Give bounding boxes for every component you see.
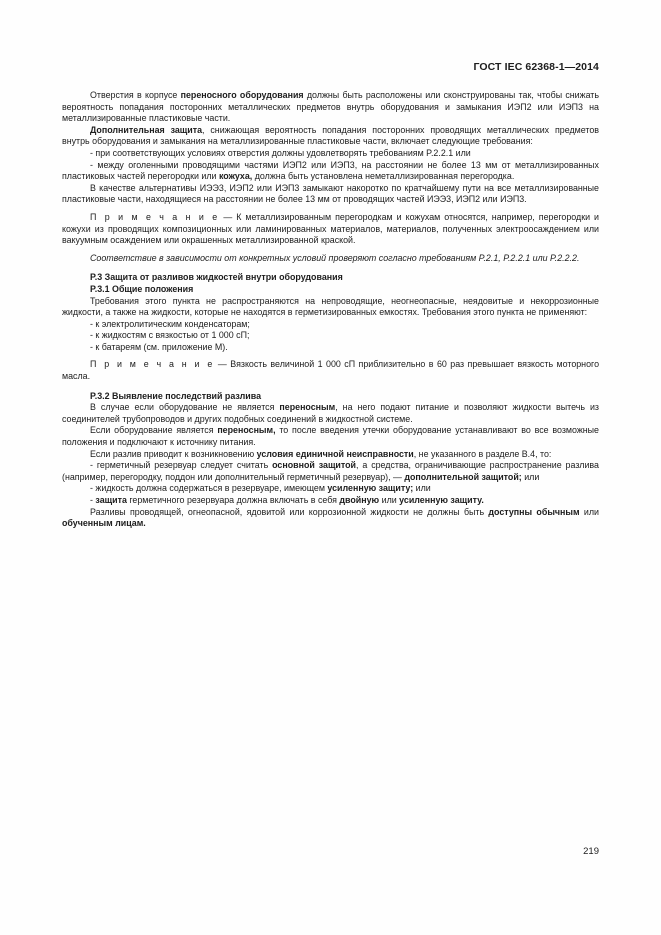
text-run: , снижающая вероятность попадания посторонних проводящих металлических предметов внутрь оборудования и замыкания на металлизированные пластиковые части, включает следующие требования: — [62, 124, 599, 147]
page-number: 219 — [583, 846, 599, 857]
paragraph-p6 — [62, 212, 599, 247]
text-run: Разливы проводящей, огнеопасной, ядовитой или коррозионной жидкости не должны быть — [90, 506, 489, 517]
text-run: Если оборудование является — [90, 425, 218, 436]
text-run: Требования этого пункта не распространяются на непроводящие, неогнеопасные, неядовитые и некоррозионные жидкости, а также на жидкости, которые не находятся в герметизированных емкостях. Требования этого пункта не применяют: — [62, 295, 599, 318]
text-run: переносным, — [217, 425, 276, 436]
paragraph-p22 — [62, 507, 599, 530]
paragraph-p13 — [62, 342, 599, 354]
paragraph-p14 — [62, 359, 599, 382]
standard-header: ГОСТ IEC 62368-1—2014 — [473, 61, 599, 73]
paragraph-p19 — [62, 460, 599, 483]
text-run: - жидкость должна содержаться в резервуаре, имеющем — [90, 483, 328, 494]
text-run: усиленную защиту; — [327, 483, 414, 494]
paragraph-p10 — [62, 296, 599, 319]
text-run: P.3 Защита от разливов жидкостей внутри оборудования — [90, 272, 343, 283]
text-run: , не указанного в разделе B.4, то: — [413, 448, 552, 459]
text-run: В качестве альтернативы ИЭЭ3, ИЭП2 или ИЭП3 замыкают накоротко по кратчайшему пути на все металлизированные пластиковые части, находящиеся на расстоянии не более 13 мм от проводящих частей ИЭЭ3, ИЭП2 или ИЭП3. — [62, 182, 599, 205]
paragraph-p17 — [62, 425, 599, 448]
paragraph-p3 — [62, 148, 599, 160]
paragraph-p8 — [62, 272, 599, 284]
text-run: или — [579, 506, 599, 517]
text-run: или — [413, 483, 431, 494]
note-heading: П р и м е ч а н и е — [90, 211, 220, 222]
text-run: переносного оборудования — [180, 90, 304, 100]
paragraph-p11 — [62, 319, 599, 331]
paragraph-p16 — [62, 402, 599, 425]
text-run: Соответствие в зависимости от конкретных условий проверяют согласно требованиям P.2.1, P.2.2.1 или P.2.2.2. — [90, 252, 580, 263]
text-run: должны быть расположены или сконструированы так, чтобы снижать вероятность попадания посторонних металлических предметов внутрь оборудования и замыкания ИЭП2 или ИЭП3 на металлизированные пластиковые части. — [62, 90, 599, 124]
text-run: Отверстия в корпусе — [90, 90, 181, 100]
text-run: - герметичный резервуар следует считать — [90, 460, 273, 471]
text-run: Если разлив приводит к возникновению — [90, 448, 257, 459]
text-run: доступны обычным — [488, 506, 580, 517]
note-heading: П р и м е ч а н и е — [90, 359, 215, 370]
text-run: дополнительной защитой; — [404, 471, 522, 482]
text-run: Дополнительная защита — [90, 124, 203, 135]
paragraph-p1 — [62, 90, 599, 125]
text-run: - к электролитическим конденсаторам; — [90, 318, 250, 329]
text-run: или — [379, 495, 400, 505]
text-run: то после введения утечки оборудование устанавливают во все возможные положения и подключают к источнику питания. — [62, 425, 599, 448]
text-run: основной защитой — [272, 460, 356, 471]
text-run: — Вязкость величиной 1 000 сП приблизительно в 60 раз превышает вязкость моторного масла. — [62, 359, 600, 382]
text-run: P.3.1 Общие положения — [90, 283, 194, 294]
text-run: переносным — [279, 402, 336, 413]
text-run: В случае если оборудование не является — [90, 402, 280, 413]
text-run: или — [521, 471, 540, 482]
paragraph-p18 — [62, 449, 599, 461]
text-run: - — [90, 495, 96, 505]
paragraph-p4 — [62, 160, 599, 183]
text-run: обученным лицам. — [62, 518, 146, 529]
text-run: - при соответствующих условиях отверстия должны удовлетворять требованиям P.2.2.1 или — [90, 147, 471, 158]
text-run: , на него подают питание и позволяют жидкости вытечь из соединителей трубопроводов и других подобных соединений в жидкостной системе. — [62, 402, 599, 424]
text-run: - между оголенными проводящими частями ИЭП2 или ИЭП3, на расстоянии не более 13 мм от металлизированных пластиковых частей перегородки или — [62, 159, 599, 182]
text-run: - к жидкостям с вязкостью от 1 000 сП; — [90, 330, 250, 341]
text-run: двойную — [339, 495, 380, 505]
text-run: - к батареям (см. приложение M). — [90, 341, 228, 352]
text-run: должна быть установлена неметаллизированная перегородка. — [252, 171, 515, 182]
paragraph-p20 — [62, 483, 599, 495]
text-run: — К металлизированным перегородкам и кожухам относятся, например, перегородки и кожухи из проводящих композиционных или ламинированных материалов, материалов, полученных электроосаждением или вакуумным осаждением или окрашенных металлизированной краской. — [62, 211, 600, 246]
text-run: кожуха, — [218, 171, 253, 182]
text-run: , а средства, ограничивающие распространение разлива (например, перегородку, поддон или дополнительный герметичный резервуар), — — [62, 460, 599, 482]
paragraph-p15 — [62, 391, 599, 403]
paragraph-p9 — [62, 284, 599, 296]
paragraph-p2 — [62, 125, 599, 148]
paragraph-p12 — [62, 330, 599, 342]
paragraph-p5 — [62, 183, 599, 206]
text-run: герметичного резервуара должна включать в себя — [126, 495, 340, 505]
text-run: условия единичной неисправности — [256, 448, 414, 459]
text-run: P.3.2 Выявление последствий разлива — [90, 390, 262, 401]
paragraph-p7 — [62, 253, 599, 265]
paragraph-p21 — [62, 495, 599, 507]
text-run: усиленную защиту. — [399, 495, 484, 505]
text-run: защита — [95, 495, 127, 505]
document-body — [62, 90, 599, 530]
